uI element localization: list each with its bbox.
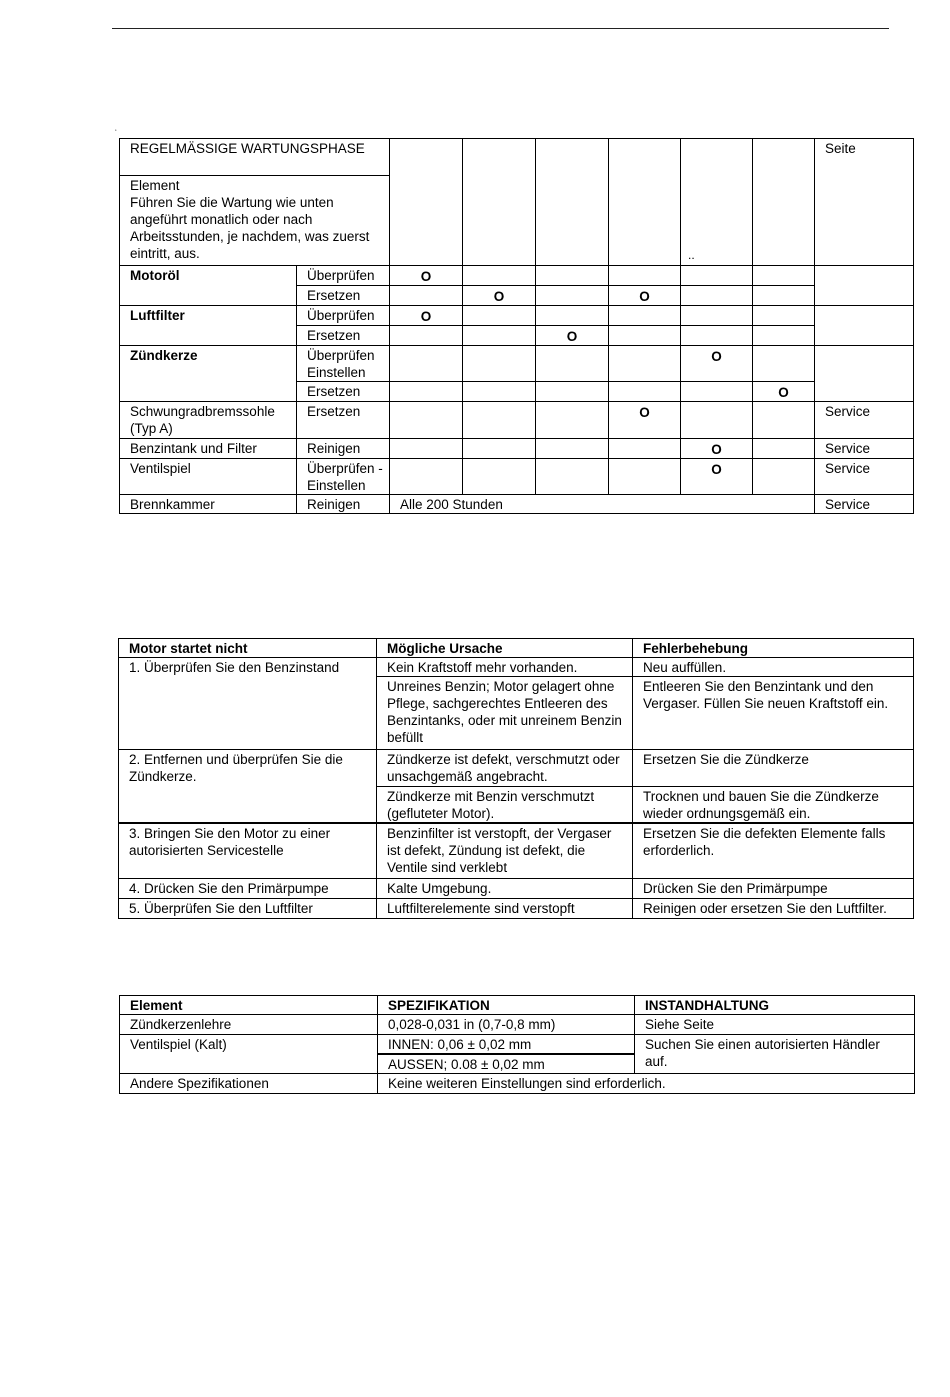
trouble-cause: Luftfilterelemente sind verstopft — [377, 898, 633, 918]
trouble-cause: Zündkerze ist defekt, verschmutzt oder unsachgemäß angebracht. — [377, 750, 633, 787]
schedule-title: REGELMÄSSIGE WARTUNGSPHASE — [120, 139, 390, 176]
spec-element: Zündkerzenlehre — [120, 1015, 378, 1035]
maintenance-schedule-table — [119, 138, 914, 514]
trouble-fix: Neu auffüllen. — [633, 658, 914, 677]
spec-value-outer: AUSSEN; 0.08 ± 0,02 mm — [378, 1054, 635, 1074]
interval-mark: O — [390, 266, 463, 286]
dots-mark: .. — [688, 248, 695, 262]
page-ref: Service — [815, 495, 914, 514]
spec-element: Andere Spezifikationen — [120, 1074, 378, 1094]
trouble-fix: Ersetzen Sie die Zündkerze — [633, 750, 914, 787]
trouble-fix: Reinigen oder ersetzen Sie den Luftfilter. — [633, 898, 914, 918]
header-rule — [112, 28, 889, 29]
trouble-cause: Zündkerze mit Benzin verschmutzt (gefluteter Motor). — [377, 787, 633, 824]
action-label: Ersetzen — [297, 326, 390, 346]
trouble-header-cause: Mögliche Ursache — [377, 639, 633, 658]
trouble-step: 3. Bringen Sie den Motor zu einer autorisierten Servicestelle — [119, 823, 377, 878]
spec-value: 0,028-0,031 in (0,7-0,8 mm) — [378, 1015, 635, 1035]
interval-mark: O — [609, 402, 681, 439]
spec-maint: Suchen Sie einen autorisierten Händler auf. — [635, 1035, 915, 1074]
interval-mark: O — [681, 439, 753, 459]
spec-header-maint: INSTANDHALTUNG — [635, 996, 915, 1015]
interval-mark: O — [681, 346, 753, 382]
spec-value: Keine weiteren Einstellungen sind erforderlich. — [378, 1074, 915, 1094]
page-column-header: Seite — [815, 139, 914, 266]
element-ventilspiel: Ventilspiel — [120, 459, 297, 495]
action-label: Überprüfen - Einstellen — [297, 459, 390, 495]
spec-element: Ventilspiel (Kalt) — [120, 1035, 378, 1074]
element-luftfilter: Luftfilter — [120, 306, 297, 346]
spec-header-element: Element — [120, 996, 378, 1015]
page-ref: Service — [815, 459, 914, 495]
element-zuendkerze: Zündkerze — [120, 346, 297, 402]
action-label: Überprüfen — [297, 266, 390, 286]
action-label: Reinigen — [297, 495, 390, 514]
trouble-header-problem: Motor startet nicht — [119, 639, 377, 658]
trouble-step: 5. Überprüfen Sie den Luftfilter — [119, 898, 377, 918]
interval-text: Alle 200 Stunden — [390, 495, 815, 514]
trouble-cause: Unreines Benzin; Motor gelagert ohne Pflege, sachgerechtes Entleeren des Benzintanks, oder mit unreinem Benzin befüllt — [377, 677, 633, 750]
element-brennkammer: Brennkammer — [120, 495, 297, 514]
trouble-step: 1. Überprüfen Sie den Benzinstand — [119, 658, 377, 750]
trouble-cause: Kein Kraftstoff mehr vorhanden. — [377, 658, 633, 677]
page-ref: Service — [815, 439, 914, 459]
table-corner-mark: ʻ — [115, 128, 117, 137]
action-label: Reinigen — [297, 439, 390, 459]
trouble-fix: Drücken Sie den Primärpumpe — [633, 878, 914, 898]
action-label: Überprüfen — [297, 306, 390, 326]
specifications-table — [119, 995, 915, 1094]
element-motoroel: Motoröl — [120, 266, 297, 306]
trouble-header-fix: Fehlerbehebung — [633, 639, 914, 658]
interval-mark: O — [536, 326, 609, 346]
page-ref: Service — [815, 402, 914, 439]
spec-maint: Siehe Seite — [635, 1015, 915, 1035]
element-schwungrad: Schwungradbremssohle (Typ A) — [120, 402, 297, 439]
trouble-cause: Kalte Umgebung. — [377, 878, 633, 898]
interval-mark: O — [390, 306, 463, 326]
action-label: Überprüfen Einstellen — [297, 346, 390, 382]
trouble-fix: Ersetzen Sie die defekten Elemente falls erforderlich. — [633, 823, 914, 878]
trouble-cause: Benzinfilter ist verstopft, der Vergaser ist defekt, Zündung ist defekt, die Ventile sind verklebt — [377, 823, 633, 878]
trouble-fix: Entleeren Sie den Benzintank und den Vergaser. Füllen Sie neuen Kraftstoff ein. — [633, 677, 914, 750]
action-label: Ersetzen — [297, 402, 390, 439]
troubleshooting-table — [118, 638, 914, 919]
interval-mark: O — [609, 286, 681, 306]
action-label: Ersetzen — [297, 382, 390, 402]
trouble-fix: Trocknen und bauen Sie die Zündkerze wieder ordnungsgemäß ein. — [633, 787, 914, 824]
interval-mark: O — [753, 382, 815, 402]
interval-mark: O — [463, 286, 536, 306]
interval-mark: O — [681, 459, 753, 495]
spec-value-inner: INNEN: 0,06 ± 0,02 mm — [378, 1035, 635, 1055]
spec-header-spec: SPEZIFIKATION — [378, 996, 635, 1015]
action-label: Ersetzen — [297, 286, 390, 306]
schedule-element-header: Element Führen Sie die Wartung wie unten angeführt monatlich oder nach Arbeitsstunden, je nachdem, was zuerst eintritt, aus. — [120, 176, 390, 266]
element-benzintank: Benzintank und Filter — [120, 439, 297, 459]
trouble-step: 4. Drücken Sie den Primärpumpe — [119, 878, 377, 898]
trouble-step: 2. Entfernen und überprüfen Sie die Zündkerze. — [119, 750, 377, 824]
